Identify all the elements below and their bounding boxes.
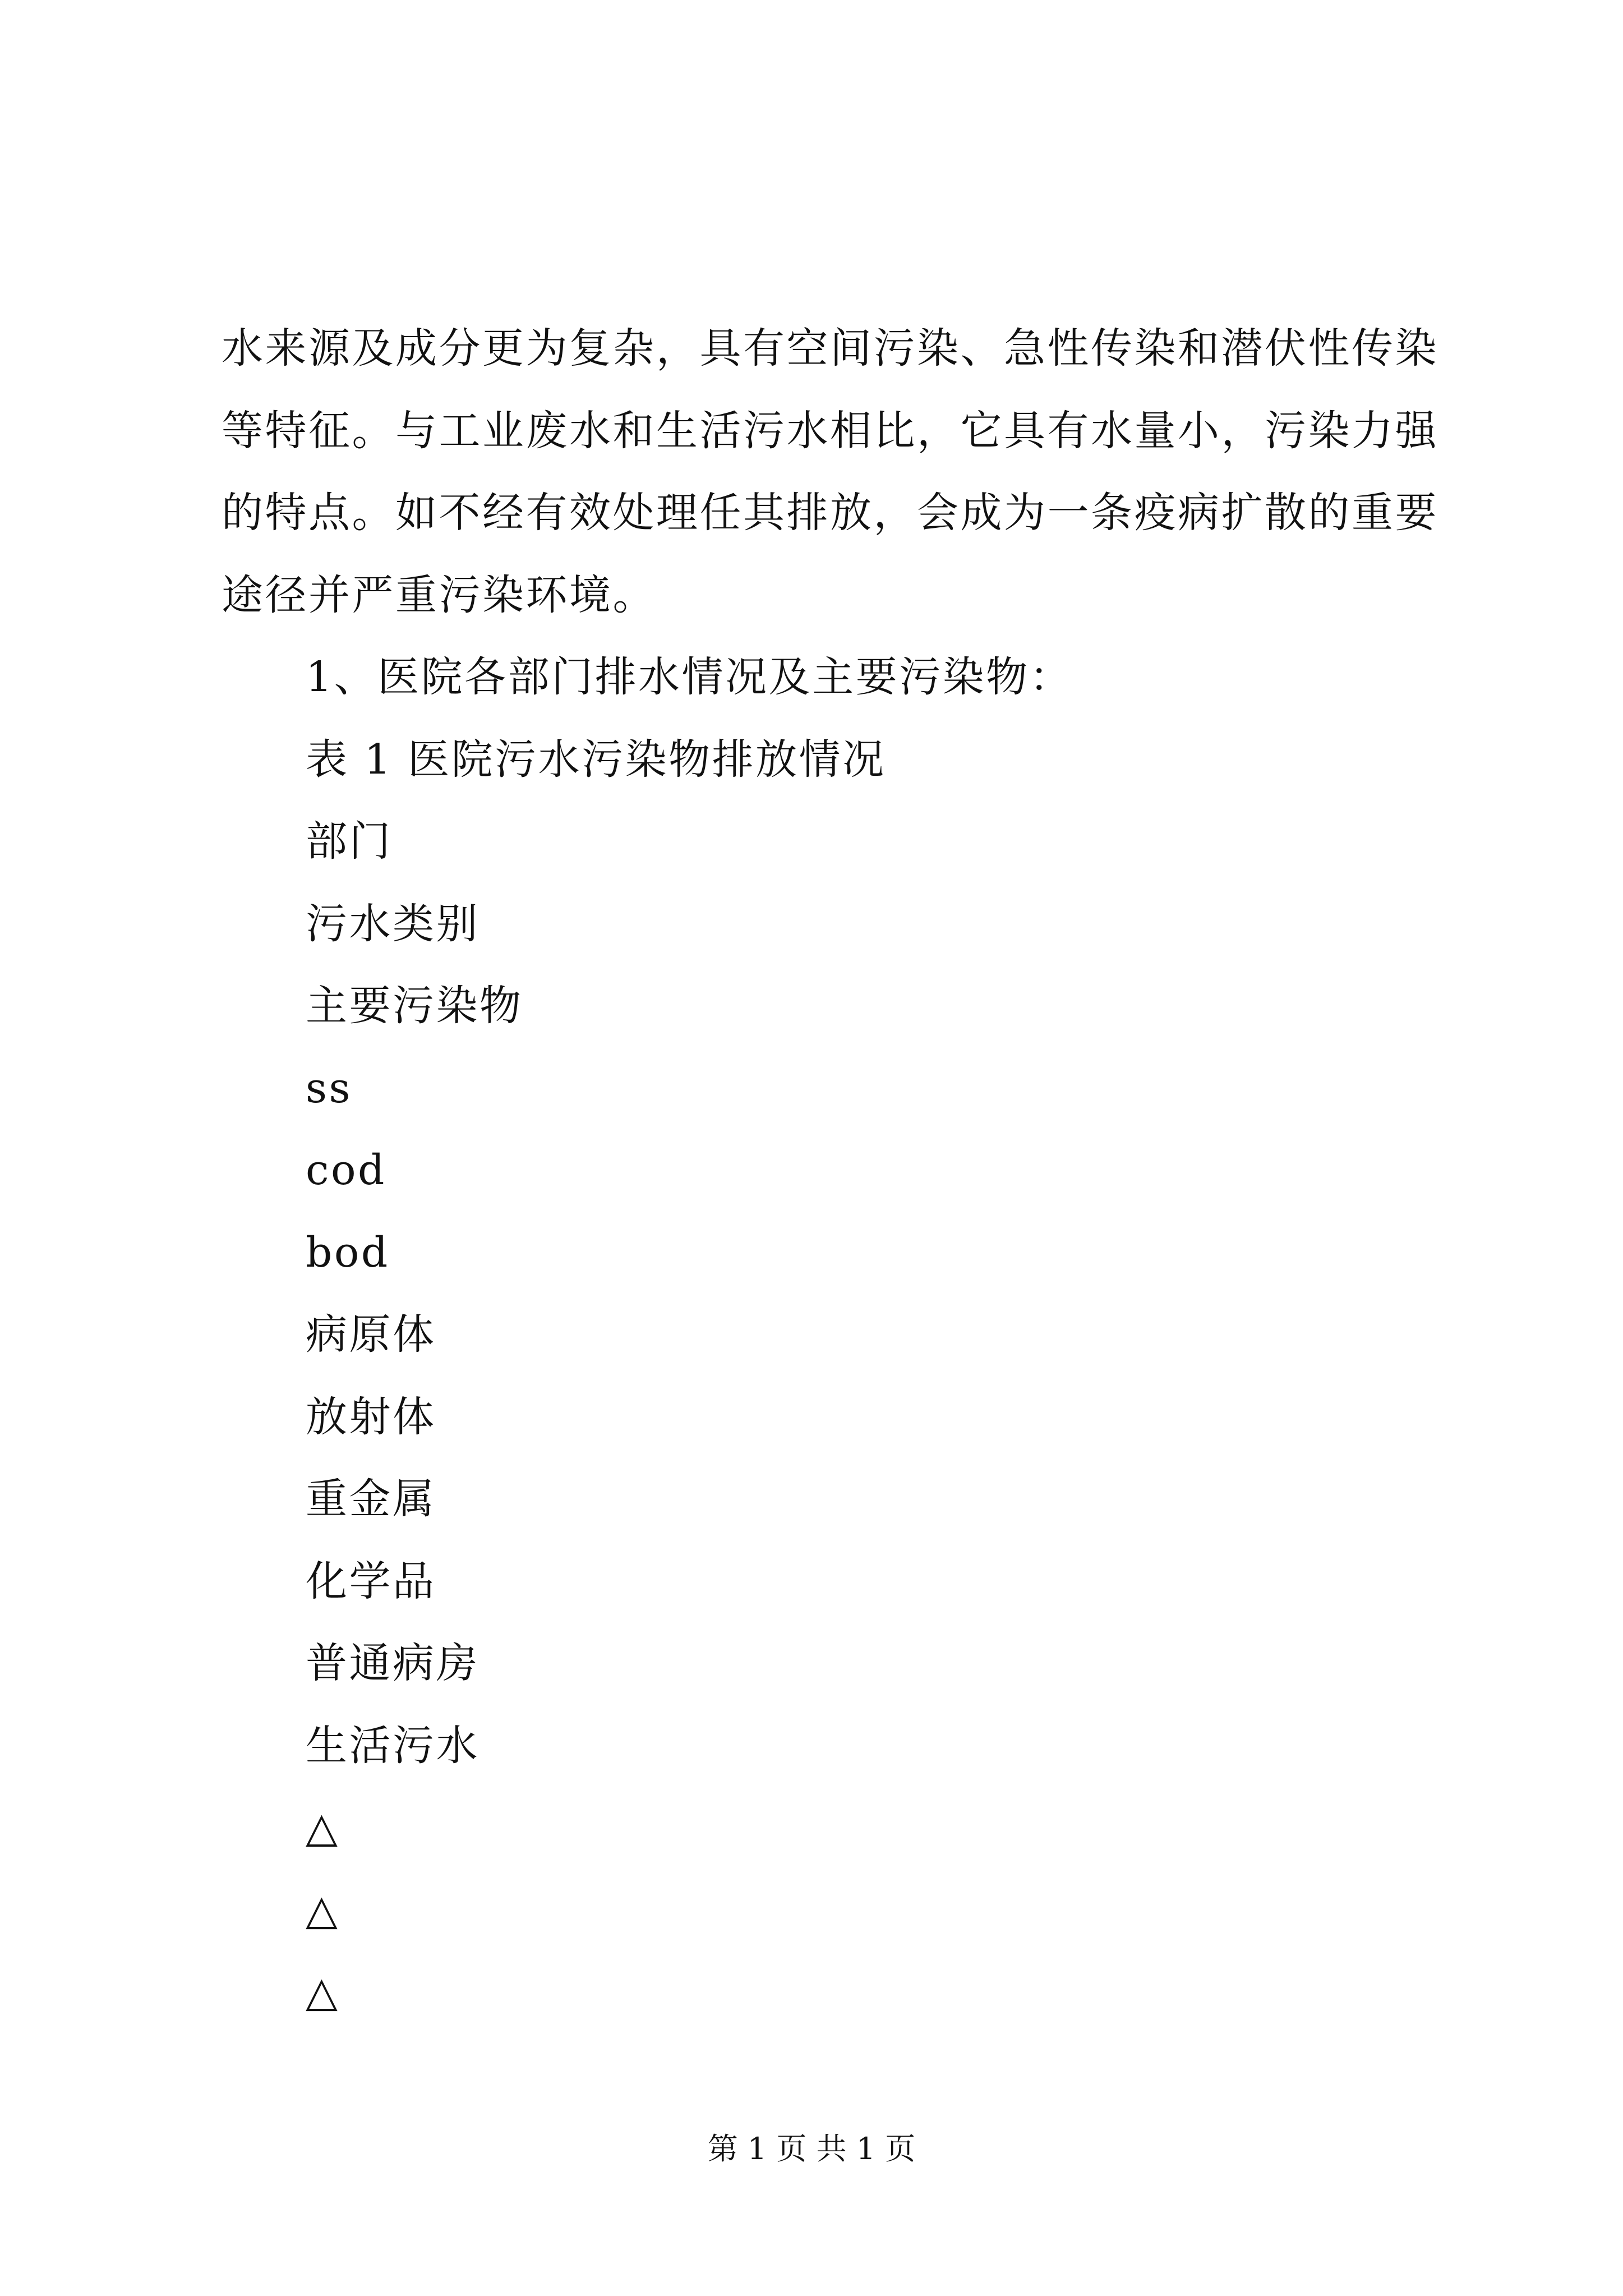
table-header-wastewater-type: 污水类别 bbox=[306, 899, 479, 948]
table-header-bod: bod bbox=[306, 1228, 390, 1277]
table-cell-mark: △ bbox=[306, 1968, 340, 2016]
table-cell-department: 普通病房 bbox=[306, 1639, 479, 1687]
table-header-heavy-metals: 重金属 bbox=[306, 1475, 436, 1523]
paragraph-line: 途径并严重污染环境。 bbox=[222, 570, 656, 619]
table-cell-mark: △ bbox=[306, 1803, 340, 1852]
paragraph-line: 的特点。如不经有效处理任其排放，会成为一条疫病扩散的重要 bbox=[222, 489, 1438, 537]
section-heading: 1、医院各部门排水情况及主要污染物： bbox=[306, 653, 1073, 701]
intro-paragraph bbox=[222, 307, 1444, 636]
table-cell-mark: △ bbox=[306, 1885, 340, 1934]
table-header-cod: cod bbox=[306, 1146, 386, 1194]
table-cell-wastewater-type: 生活污水 bbox=[306, 1721, 479, 1770]
content-list bbox=[306, 636, 1427, 2033]
table-header-chemicals: 化学品 bbox=[306, 1557, 436, 1605]
table-header-ss: ss bbox=[306, 1064, 352, 1112]
table-header-radioactive: 放射体 bbox=[306, 1392, 436, 1441]
table-header-main-pollutants: 主要污染物 bbox=[306, 982, 523, 1030]
table-caption: 表 1 医院污水污染物排放情况 bbox=[306, 735, 886, 784]
page-footer: 第 1 页 共 1 页 bbox=[707, 2131, 916, 2166]
paragraph-line: 等特征。与工业废水和生活污水相比，它具有水量小，污染力强 bbox=[222, 406, 1438, 455]
table-header-pathogens: 病原体 bbox=[306, 1310, 436, 1359]
table-header-department: 部门 bbox=[306, 817, 393, 866]
paragraph-line: 水来源及成分更为复杂，具有空间污染、急性传染和潜伏性传染 bbox=[222, 324, 1438, 372]
